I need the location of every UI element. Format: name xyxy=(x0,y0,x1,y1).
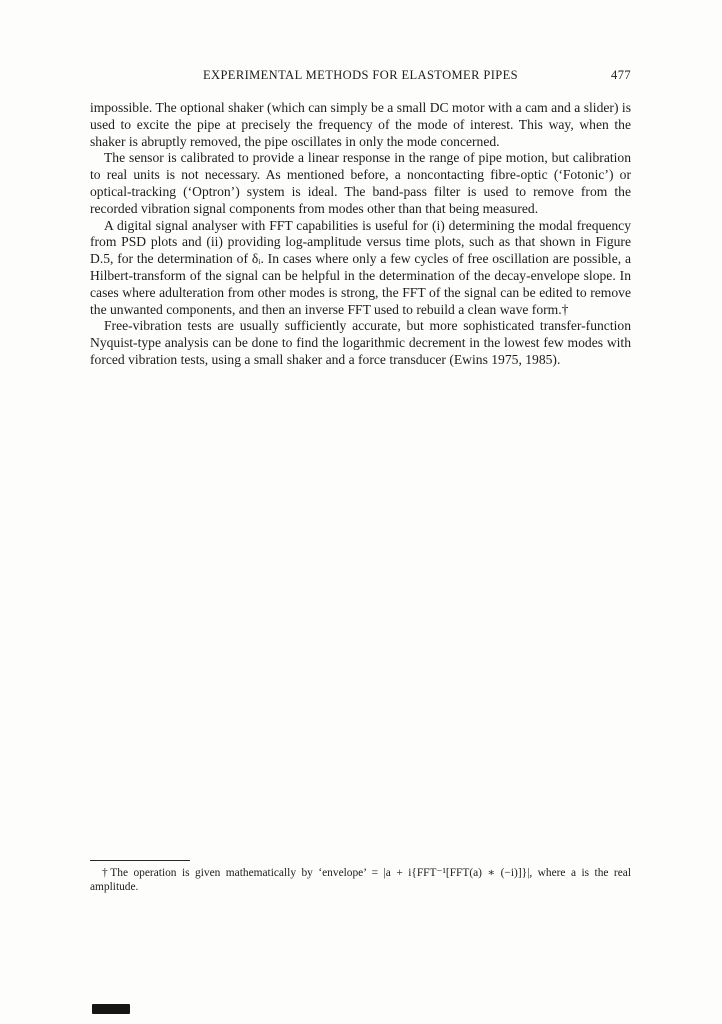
footnote xyxy=(90,860,631,894)
body-text xyxy=(90,100,631,369)
paragraph: Free-vibration tests are usually sufficiently accurate, but more sophisticated transfer-function Nyquist-type analysis can be done to find the logarithmic decrement in the lowest few modes with forced vibration tests, using a small shaker and a force transducer (Ewins 1975, 1985). xyxy=(90,318,631,367)
paragraph: The sensor is calibrated to provide a linear response in the range of pipe motion, but calibration to real units is not necessary. As mentioned before, a noncontacting fibre-optic (‘Fotonic’) or optical-tracking (‘Optron’) system is ideal. The band-pass filter is used to remove from the recorded vibration signal components from modes other than that being measured. xyxy=(90,150,631,216)
scan-artifact xyxy=(92,1004,130,1014)
running-head xyxy=(90,68,631,83)
footnote-separator-rule xyxy=(90,860,190,861)
footnote-text: †The operation is given mathematically by ‘envelope’ = |a + i{FFT⁻¹[FFT(a) ∗ (−i)]}|, where a is the real amplitude. xyxy=(90,867,631,894)
paragraph: A digital signal analyser with FFT capabilities is useful for (i) determining the modal frequency from PSD plots and (ii) providing log-amplitude versus time plots, such as that shown in Figure D.5, for the determination of δᵢ. In cases where only a few cycles of free oscillation are possible, a Hilbert-transform of the signal can be helpful in the determination of the decay-envelope slope. In cases where adulteration from other modes is strong, the FFT of the signal can be edited to remove the unwanted components, and then an inverse FFT used to rebuild a clean wave form.† xyxy=(90,217,631,317)
page-title: EXPERIMENTAL METHODS FOR ELASTOMER PIPES xyxy=(202,68,519,82)
page-number: 477 xyxy=(611,68,631,82)
paragraph: impossible. The optional shaker (which can simply be a small DC motor with a cam and a slider) is used to excite the pipe at precisely the frequency of the mode of interest. This way, when the shaker is abruptly removed, the pipe oscillates in only the mode concerned. xyxy=(90,100,631,149)
